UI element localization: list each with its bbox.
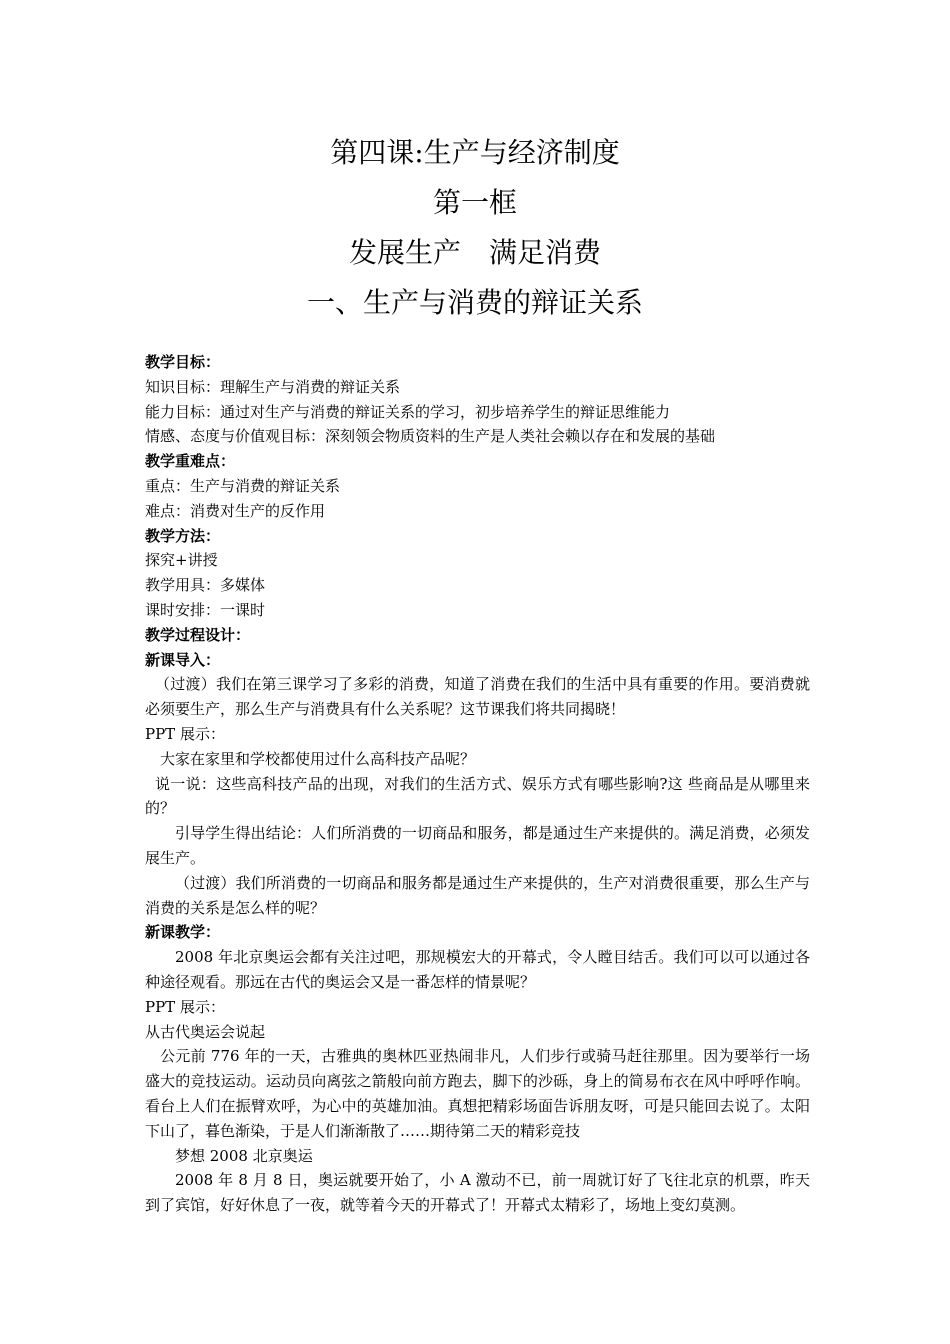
intro-paragraph: （过渡）我们在第三课学习了多彩的消费，知道了消费在我们的生活中具有重要的作用。要消费就必须要生产，那么生产与消费具有什么关系呢？这节课我们将共同揭晓！	[145, 675, 810, 719]
subsection-title: 一、生产与消费的辩证关系	[306, 286, 643, 319]
key-point: 重点：生产与消费的辩证关系	[145, 476, 341, 495]
process-heading: 教学过程设计：	[145, 625, 251, 644]
goal-heading: 教学目标：	[145, 353, 221, 371]
lesson-title: 第四课:生产与经济制度	[330, 136, 620, 169]
key-heading: 教学重难点：	[145, 452, 236, 471]
intro-heading: 新课导入：	[145, 650, 221, 669]
class-schedule: 课时安排：一课时	[145, 600, 266, 619]
discussion-paragraph: 说一说：这些高科技产品的出现，对我们的生活方式、娱乐方式有哪些影响?这 些商品是从哪里来的？	[145, 774, 810, 818]
ancient-olympics-title: 从古代奥运会说起	[145, 1022, 266, 1041]
section-title	[0, 228, 950, 278]
olympic-paragraph: 2008 年北京奥运会都有关注过吧，那规模宏大的开幕式，令人瞠目结舌。我们可以可以通过各种途径观看。那远在古代的奥运会又是一番怎样的情景呢？	[145, 948, 810, 991]
ppt-question: 大家在家里和学校都使用过什么高科技产品呢？	[160, 749, 476, 768]
method-heading: 教学方法：	[145, 526, 221, 545]
guide-paragraph: 引导学生得出结论：人们所消费的一切商品和服务，都是通过生产来提供的。满足消费，必须发展生产。	[145, 824, 810, 867]
beijing-dream-paragraph: 2008 年 8 月 8 日，奥运就要开始了，小 A 激动不已，前一周就订好了飞往北京的机票，昨天到了宾馆，好好休息了一夜，就等着今天的开幕式了！开幕式太精彩了，场地上变幻莫测。	[145, 1171, 810, 1215]
frame-title: 第一框	[432, 186, 517, 219]
document-body	[145, 350, 810, 1218]
method-value: 探究+讲授	[145, 551, 218, 570]
section-title-part-2: 满足消费	[489, 236, 602, 269]
ancient-olympics-paragraph: 公元前 776 年的一天，古雅典的奥林匹亚热闹非凡，人们步行或骑马赶往那里。因为要举行一场盛大的竞技运动。运动员向离弦之箭般向前方跑去，脚下的沙砾，身上的简易布衣在风中呼呼作响。看台上人们在振臂欢呼，为心中的英雄加油。真想把精彩场面告诉朋友呀，可是只能回去说了。太阳下山了，暮色渐染，于是人们渐渐散了……期待第二天的精彩竞技	[145, 1047, 810, 1140]
teaching-tools: 教学用具：多媒体	[145, 576, 266, 595]
title-block	[0, 128, 950, 328]
hard-point: 难点：消费对生产的反作用	[145, 501, 326, 520]
section-title-part-1: 发展生产	[348, 236, 461, 269]
new-lesson-heading: 新课教学：	[145, 923, 221, 942]
beijing-dream-title: 梦想 2008 北京奥运	[175, 1146, 313, 1165]
ppt-label-2: PPT 展示：	[145, 997, 225, 1016]
transition-paragraph: （过渡）我们所消费的一切商品和服务都是通过生产来提供的，生产对消费很重要，那么生产与消费的关系是怎么样的呢？	[145, 873, 810, 917]
goal-knowledge: 知识目标：理解生产与消费的辩证关系	[145, 377, 401, 396]
goal-ability: 能力目标：通过对生产与消费的辩证关系的学习，初步培养学生的辩证思维能力	[145, 402, 671, 421]
goal-emotion: 情感、态度与价值观目标：深刻领会物质资料的生产是人类社会赖以存在和发展的基础	[145, 427, 716, 446]
ppt-label-1: PPT 展示：	[145, 724, 225, 743]
